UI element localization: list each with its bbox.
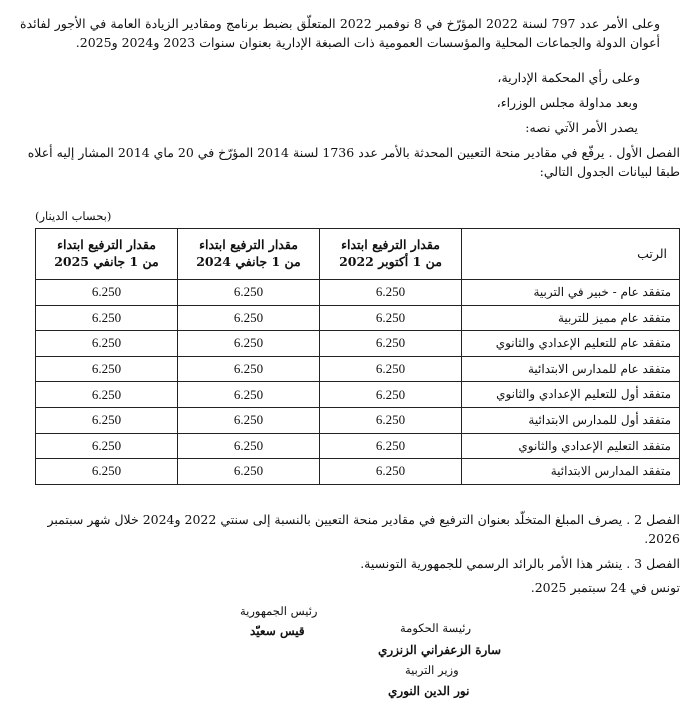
header-oct-2022-line-2: من 1 أكتوبر 2022 — [339, 254, 442, 269]
table-row — [36, 356, 680, 382]
value-cell-oct-2022: 6.250 — [320, 407, 462, 433]
preamble-council: وبعد مداولة مجلس الوزراء، — [496, 95, 638, 110]
header-jan-2025-line-2: من 1 جانفي 2025 — [54, 254, 159, 269]
value-cell-jan-2024: 6.250 — [178, 305, 320, 331]
value-cell-oct-2022: 6.250 — [320, 459, 462, 485]
rank-cell: متفقد عام - خبير في التربية — [462, 280, 680, 306]
president-title: رئيس الجمهورية — [240, 604, 318, 618]
value-cell-jan-2024: 6.250 — [178, 407, 320, 433]
table-header-row — [36, 229, 680, 280]
header-jan-2024-line-2: من 1 جانفي 2024 — [196, 254, 301, 269]
header-jan-2024-line-1: مقدار الترفيع ابتداء — [199, 237, 298, 253]
value-cell-oct-2022: 6.250 — [320, 433, 462, 459]
value-cell-jan-2025: 6.250 — [36, 356, 178, 382]
value-cell-jan-2024: 6.250 — [178, 331, 320, 357]
value-cell-oct-2022: 6.250 — [320, 280, 462, 306]
value-cell-jan-2025: 6.250 — [36, 407, 178, 433]
rank-cell: متفقد عام للمدارس الابتدائية — [462, 356, 680, 382]
article-2: الفصل 2 . يصرف المبلغ المتخلّد بعنوان الترفيع في مقادير منحة التعيين بالنسبة إلى سنتي 2022 و2024 خلال شهر سبتمبر 2026. — [47, 512, 680, 547]
president-name: قيس سعيّد — [250, 624, 305, 638]
header-rank: الرتب — [462, 229, 680, 280]
value-cell-oct-2022: 6.250 — [320, 305, 462, 331]
value-cell-oct-2022: 6.250 — [320, 356, 462, 382]
rank-cell: متفقد التعليم الإعدادي والثانوي — [462, 433, 680, 459]
value-cell-jan-2024: 6.250 — [178, 459, 320, 485]
value-cell-jan-2025: 6.250 — [36, 331, 178, 357]
preamble-admin-court: وعلى رأي المحكمة الإدارية، — [497, 70, 640, 85]
preamble-issue: يصدر الأمر الآتي نصه: — [525, 120, 638, 135]
article-1-line-1: الفصل الأول . يرفّع في مقادير منحة التعيين المحدثة بالأمر عدد 1736 لسنة 2014 المؤرّخ في 20 ماي 2014 المشار إليه أعلاه — [27, 145, 680, 160]
rank-cell: متفقد عام مميز للتربية — [462, 305, 680, 331]
currency-unit-label: (بحساب الدينار) — [35, 209, 112, 223]
rank-cell: متفقد عام للتعليم الإعدادي والثانوي — [462, 331, 680, 357]
value-cell-jan-2025: 6.250 — [36, 382, 178, 408]
preamble-paragraph: وعلى الأمر عدد 797 لسنة 2022 المؤرّخ في 8 نوفمبر 2022 المتعلّق بضبط برنامج ومقادير الزيادة العامة في الأجور لفائدة أعوان الدولة والجماعات المحلية والمؤسسات العمومية ذات الصبغة الإدارية بعنوان سنوات 2023 و2024 و2025. — [20, 16, 660, 51]
value-cell-jan-2024: 6.250 — [178, 433, 320, 459]
education-minister-name: نور الدين النوري — [388, 684, 470, 698]
table-row — [36, 459, 680, 485]
rank-cell: متفقد المدارس الابتدائية — [462, 459, 680, 485]
header-jan-2025 — [36, 229, 178, 280]
table-row — [36, 433, 680, 459]
header-oct-2022-line-1: مقدار الترفيع ابتداء — [341, 237, 440, 253]
table-row — [36, 305, 680, 331]
value-cell-jan-2024: 6.250 — [178, 356, 320, 382]
value-cell-jan-2025: 6.250 — [36, 459, 178, 485]
value-cell-jan-2024: 6.250 — [178, 382, 320, 408]
value-cell-jan-2024: 6.250 — [178, 280, 320, 306]
value-cell-jan-2025: 6.250 — [36, 280, 178, 306]
education-minister-title: وزير التربية — [405, 663, 459, 677]
header-jan-2025-line-1: مقدار الترفيع ابتداء — [57, 237, 156, 253]
table-row — [36, 382, 680, 408]
article-3: الفصل 3 . ينشر هذا الأمر بالرائد الرسمي للجمهورية التونسية. — [360, 556, 680, 571]
table-row — [36, 407, 680, 433]
article-1-line-2: طبقا لبيانات الجدول التالي: — [539, 164, 680, 179]
prime-minister-name: سارة الزعفراني الزنزري — [378, 643, 502, 657]
table-row — [36, 331, 680, 357]
allowance-table — [35, 228, 680, 485]
header-jan-2024 — [178, 229, 320, 280]
rank-cell: متفقد أول للتعليم الإعدادي والثانوي — [462, 382, 680, 408]
rank-cell: متفقد أول للمدارس الابتدائية — [462, 407, 680, 433]
table-row — [36, 280, 680, 306]
header-oct-2022 — [320, 229, 462, 280]
issue-date: تونس في 24 سبتمبر 2025. — [530, 580, 680, 595]
value-cell-oct-2022: 6.250 — [320, 331, 462, 357]
value-cell-oct-2022: 6.250 — [320, 382, 462, 408]
prime-minister-title: رئيسة الحكومة — [400, 621, 472, 635]
value-cell-jan-2025: 6.250 — [36, 433, 178, 459]
value-cell-jan-2025: 6.250 — [36, 305, 178, 331]
